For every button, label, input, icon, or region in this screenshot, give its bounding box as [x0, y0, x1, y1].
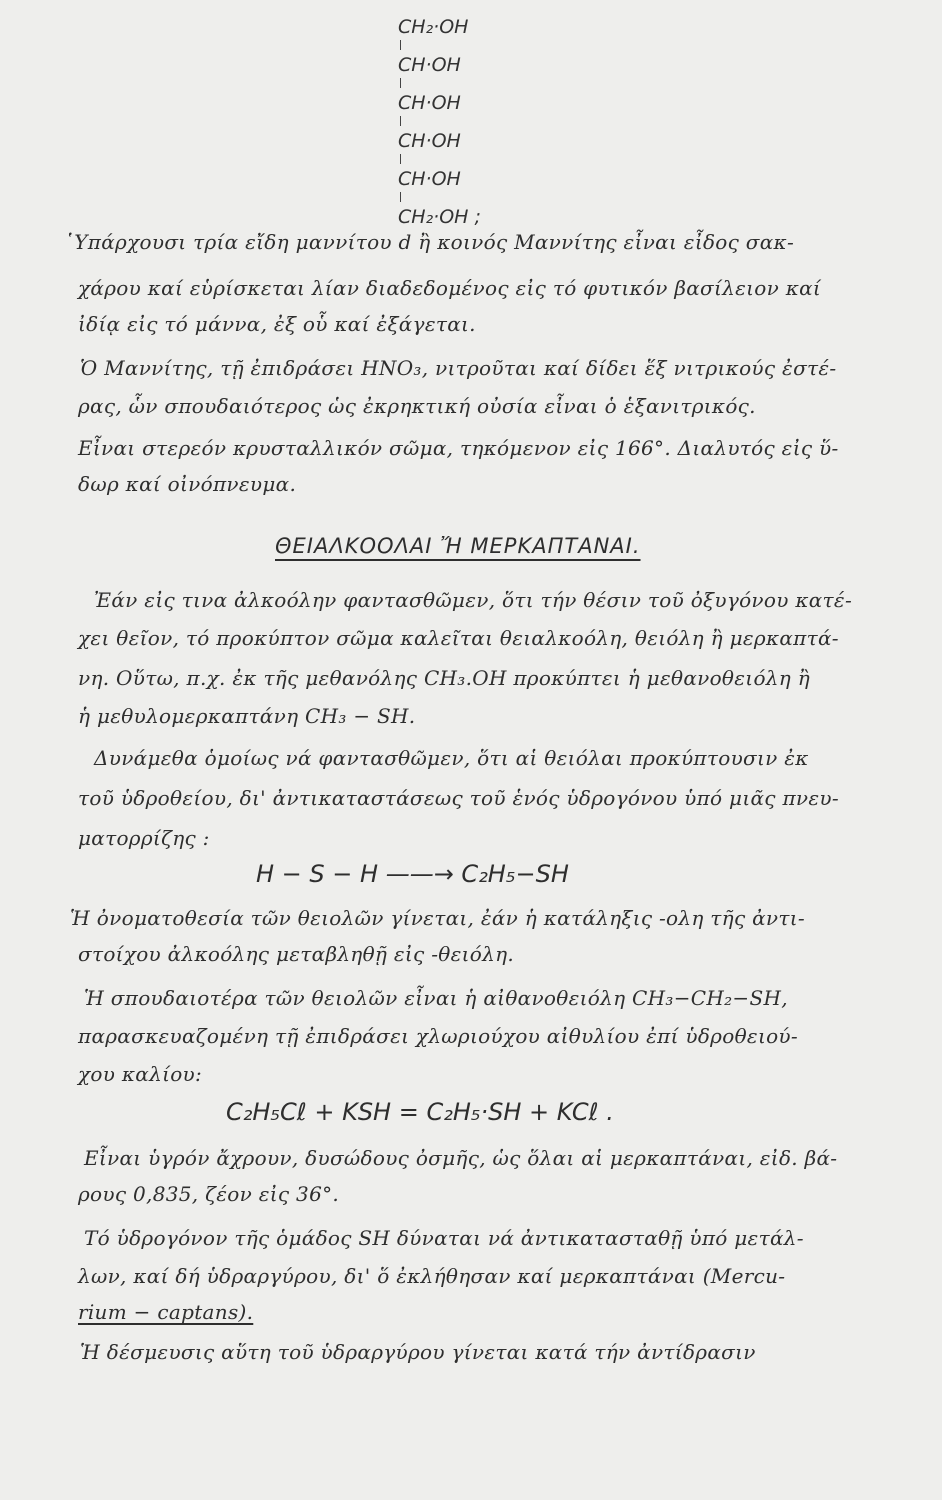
- formula-row: CH₂·OH: [398, 16, 469, 38]
- formula-row: CH·OH: [398, 54, 461, 76]
- text-line: νη. Οὕτω, π.χ. ἐκ τῆς μεθανόλης CH₃.OH προκύπτει ἡ μεθανοθειόλη ἢ: [78, 666, 810, 690]
- text-line: ματορρίζης :: [78, 826, 210, 850]
- bond-line: [400, 154, 401, 164]
- text-line: παρασκευαζομένη τῇ ἐπιδράσει χλωριούχου αἰθυλίου ἐπί ὑδροθειού-: [78, 1024, 798, 1048]
- text-line: rium − captans).: [78, 1300, 254, 1324]
- text-line: στοίχου ἀλκοόλης μεταβληθῇ εἰς -θειόλη.: [78, 942, 515, 966]
- formula-row: CH·OH: [398, 168, 461, 190]
- text-line: λων, καί δή ὑδραργύρου, δι' ὅ ἐκλήθησαν καί μερκαπτάναι (Mercu-: [78, 1264, 786, 1288]
- text-line: χου καλίου:: [78, 1062, 203, 1086]
- text-line: ρους 0,835, ζέον εἰς 36°.: [78, 1182, 340, 1206]
- text-line: ἡ μεθυλομερκαπτάνη CH₃ − SH.: [78, 704, 416, 728]
- text-line: Ἡ ὀνοματοθεσία τῶν θειολῶν γίνεται, ἐάν ἡ κατάληξις -ολη τῆς ἀντι-: [70, 906, 805, 930]
- text-line: ῾Υπάρχουσι τρία εἴδη μαννίτου d ἢ κοινός Μαννίτης εἶναι εἶδος σακ-: [64, 230, 795, 254]
- text-line: Ἐάν εἰς τινα ἀλκοόλην φαντασθῶμεν, ὅτι τήν θέσιν τοῦ ὀξυγόνου κατέ-: [94, 588, 853, 612]
- text-line: Ἡ δέσμευσις αὕτη τοῦ ὑδραργύρου γίνεται κατά τήν ἀντίδρασιν: [80, 1340, 756, 1364]
- text-line: ἰδίᾳ εἰς τό μάννα, ἐξ οὗ καί ἐξάγεται.: [78, 312, 476, 336]
- text-line: χάρου καί εὑρίσκεται λίαν διαδεδομένος εἰς τό φυτικόν βασίλειον καί: [78, 276, 822, 300]
- bond-line: [400, 116, 401, 126]
- formula-row: CH·OH: [398, 92, 461, 114]
- mannitol-formula: [398, 8, 481, 236]
- equation-ethanethiol: C₂H₅Cℓ + KSH = C₂H₅·SH + KCℓ .: [226, 1098, 614, 1126]
- text-line: Εἶναι στερεόν κρυσταλλικόν σῶμα, τηκόμενον εἰς 166°. Διαλυτός εἰς ὕ-: [78, 436, 839, 460]
- text-line: τοῦ ὑδροθείου, δι' ἀντικαταστάσεως τοῦ ἑνός ὑδρογόνου ὑπό μιᾶς πνευ-: [78, 786, 839, 810]
- formula-row: CH₂·OH ;: [398, 206, 481, 228]
- section-heading: ΘΕΙΑΛΚΟΟΛΑΙ Ἤ ΜΕΡΚΑΠΤΑΝΑΙ.: [275, 534, 641, 558]
- text-line: Ἡ σπουδαιοτέρα τῶν θειολῶν εἶναι ἡ αἰθανοθειόλη CH₃−CH₂−SH,: [84, 986, 788, 1010]
- text-line: Δυνάμεθα ὁμοίως νά φαντασθῶμεν, ὅτι αἱ θειόλαι προκύπτουσιν ἐκ: [94, 746, 809, 770]
- bond-line: [400, 78, 401, 88]
- text-line: χει θεῖον, τό προκύπτον σῶμα καλεῖται θειαλκοόλη, θειόλη ἢ μερκαπτά-: [78, 626, 839, 650]
- formula-row: CH·OH: [398, 130, 461, 152]
- text-line: ρας, ὧν σπουδαιότερος ὡς ἐκρηκτική οὐσία εἶναι ὁ ἑξανιτρικός.: [78, 394, 756, 418]
- bond-line: [400, 40, 401, 50]
- text-line: Εἶναι ὑγρόν ἄχρουν, δυσώδους ὀσμῆς, ὡς ὅλαι αἱ μερκαπτάναι, εἰδ. βά-: [84, 1146, 838, 1170]
- text-line: Τό ὑδρογόνον τῆς ὁμάδος SH δύναται νά ἀντικατασταθῇ ὑπό μετάλ-: [84, 1226, 804, 1250]
- bond-line: [400, 192, 401, 202]
- equation-hydrogen-sulfide: H − S − H ——→ C₂H₅−SH: [256, 860, 569, 888]
- text-line: Ὁ Μαννίτης, τῇ ἐπιδράσει HNO₃, νιτροῦται καί δίδει ἕξ νιτρικούς ἐστέ-: [80, 356, 837, 380]
- text-line: δωρ καί οἰνόπνευμα.: [78, 472, 297, 496]
